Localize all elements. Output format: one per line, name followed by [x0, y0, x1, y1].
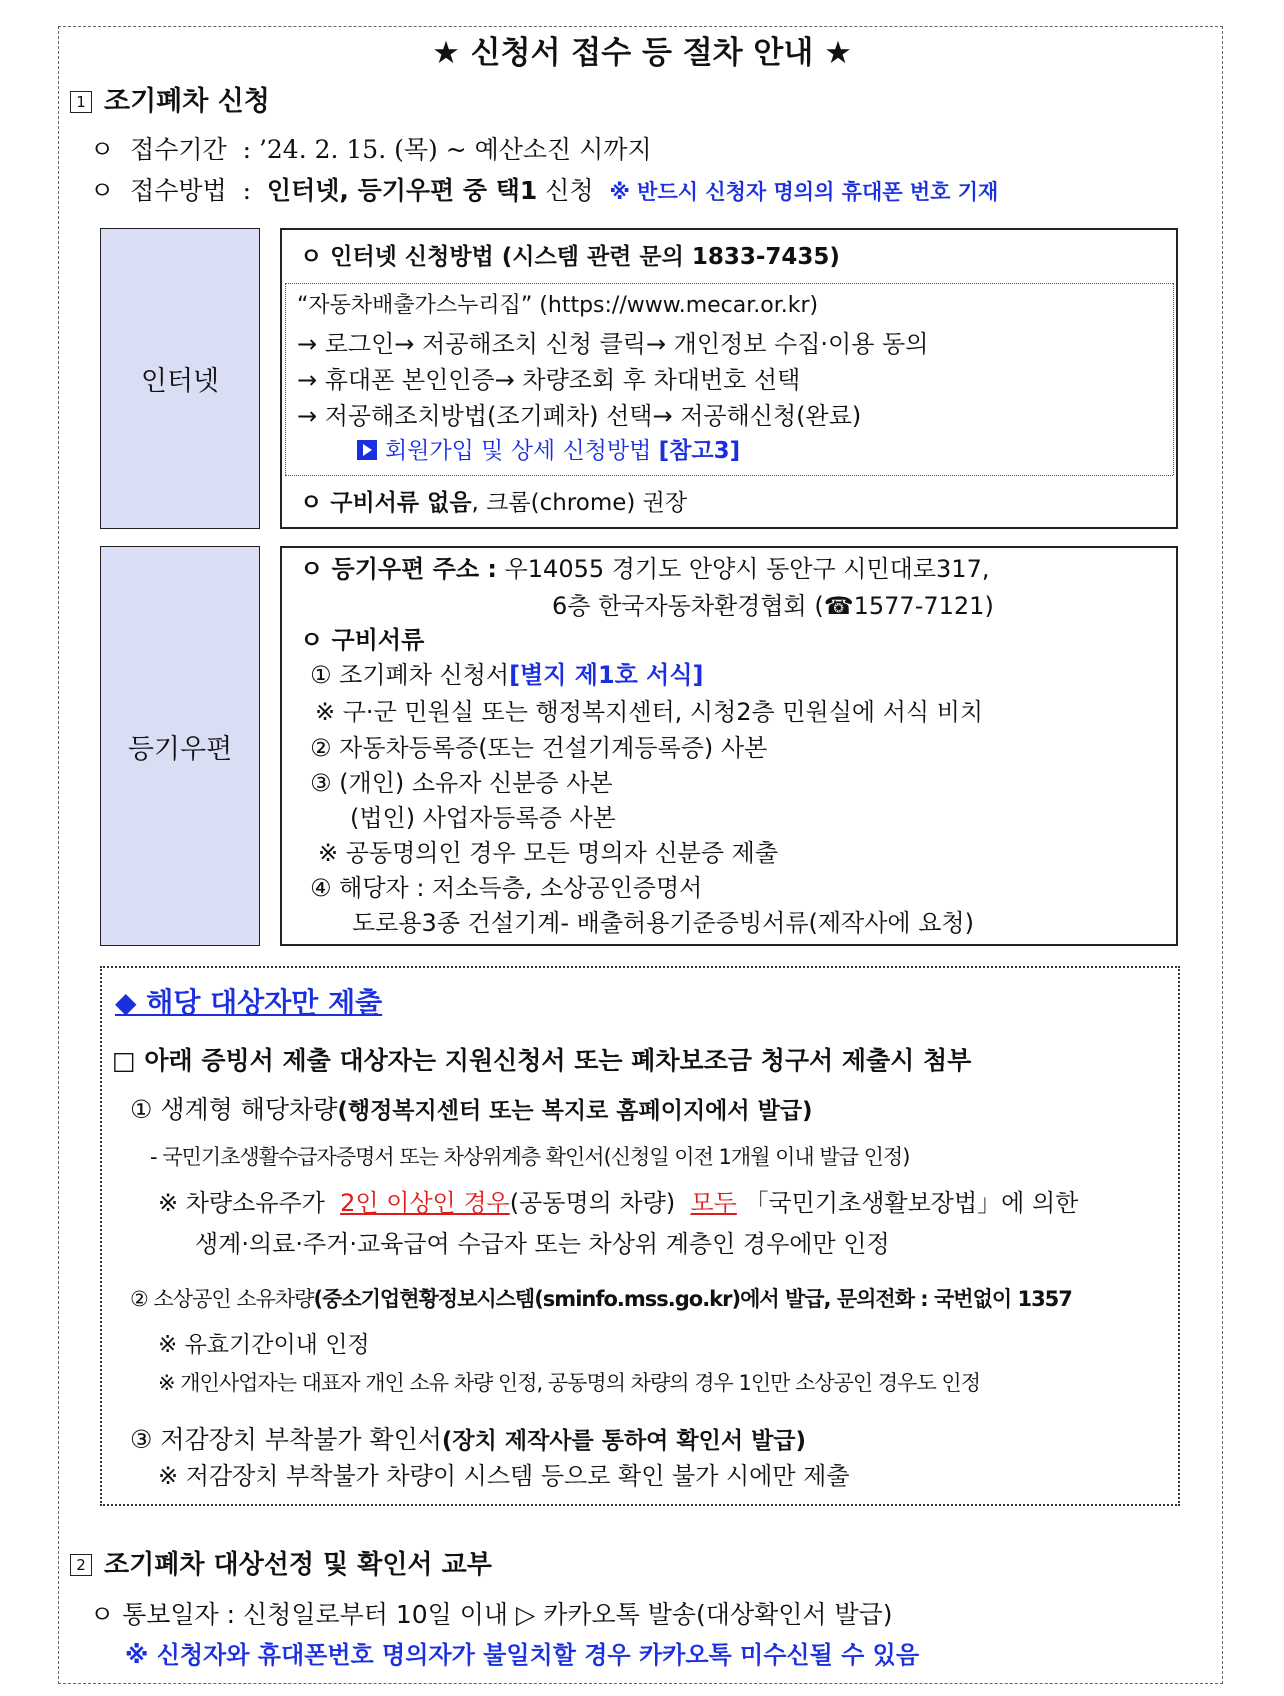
- section2-notice: ㅇ 통보일자 : 신청일로부터 10일 이내 ▷ 카카오톡 발송(대상확인서 발급): [90, 1600, 893, 1629]
- mail-doc1-row: [310, 663, 704, 687]
- target-item2: ② 소상공인 소유차량: [130, 1287, 314, 1311]
- method-value: 인터넷, 등기우편 중 택1: [266, 176, 538, 205]
- mail-address-line2: 6층 한국자동차환경협회 (☎1577-7121): [552, 592, 994, 620]
- mail-doc3-note: ※ 공동명의인 경우 모든 명의자 신분증 제출: [318, 839, 779, 867]
- internet-docs-rest: , 크롬(chrome) 권장: [471, 490, 688, 516]
- internet-divider-bottom: [285, 475, 1173, 476]
- internet-docs-bold: ㅇ 구비서류 없음: [300, 490, 472, 516]
- target-heading: ◆ 해당 대상자만 제출: [115, 986, 383, 1019]
- mail-address-row: [300, 557, 989, 581]
- mail-doc4b: 도로용3종 건설기계- 배출허용기준증빙서류(제작사에 요청): [352, 909, 974, 937]
- internet-docs-row: [300, 492, 687, 515]
- mail-doc3a: ③ (개인) 소유자 신분증 사본: [310, 769, 613, 797]
- internet-step-1: “자동차배출가스누리집” (https://www.mecar.or.kr): [297, 293, 819, 318]
- target-item3-row: [130, 1427, 806, 1453]
- target-item2-row: [130, 1289, 1072, 1310]
- target-item3-bold: (장치 제작사를 통하여 확인서 발급): [441, 1428, 807, 1454]
- circle-bullet-icon: ㅇ: [90, 135, 115, 164]
- method-tail: 신청: [545, 176, 594, 205]
- target-item1: ① 생계형 해당차량: [130, 1095, 338, 1124]
- method-colon: :: [242, 176, 252, 205]
- internet-divider-side-left: [285, 283, 286, 475]
- internet-step-4: → 저공해조치방법(조기폐차) 선택→ 저공해신청(완료): [297, 402, 862, 430]
- method-label: 접수방법: [130, 176, 227, 205]
- mail-doc1: ① 조기폐차 신청서: [310, 661, 510, 689]
- target-intro: □ 아래 증빙서 제출 대상자는 지원신청서 또는 폐차보조금 청구서 제출시 첨부: [112, 1046, 972, 1075]
- target-item3-note: ※ 저감장치 부착불가 차량이 시스템 등으로 확인 불가 시에만 제출: [158, 1462, 850, 1490]
- target-item2-note2: ※ 개인사업자는 대표자 개인 소유 차량 인정, 공동명의 차량의 경우 1인만 소상공인 경우도 인정: [158, 1371, 980, 1395]
- mail-doc1-note: ※ 구·군 민원실 또는 행정복지센터, 시청2층 민원실에 서식 비치: [315, 698, 984, 726]
- period-row: [90, 137, 652, 162]
- target-item1-note-b: (공동명의 차량): [509, 1189, 676, 1217]
- target-item3: ③ 저감장치 부착불가 확인서: [130, 1425, 442, 1454]
- internet-step-3: → 휴대폰 본인인증→ 차량조회 후 차대번호 선택: [297, 366, 801, 394]
- section2-title: 조기폐차 대상선정 및 확인서 교부: [104, 1550, 492, 1580]
- mail-side-label: 등기우편: [100, 546, 260, 946]
- method-note: ※ 반드시 신청자 명의의 휴대폰 번호 기재: [609, 180, 999, 204]
- section1-header: [70, 88, 270, 115]
- target-item1-note-red1: 2인 이상인 경우: [340, 1189, 510, 1217]
- target-item1-sub: - 국민기초생활수급자증명서 또는 차상위계층 확인서(신청일 이전 1개월 이내 발급 인정): [150, 1145, 910, 1169]
- target-item1-note-c: 「국민기초생활보장법」에 의한: [744, 1189, 1079, 1217]
- period-value: : ’24. 2. 15. (목) ~ 예산소진 시까지: [242, 135, 652, 164]
- target-item1-row: [130, 1097, 813, 1123]
- internet-step-2: → 로그인→ 저공해조치 신청 클릭→ 개인정보 수집·이용 동의: [297, 330, 929, 358]
- target-item1-note-row: [158, 1191, 1078, 1215]
- section1-title: 조기폐차 신청: [104, 86, 270, 117]
- internet-link-row: [357, 440, 740, 463]
- circle-bullet-icon: ㅇ: [90, 176, 115, 205]
- mail-doc3b: (법인) 사업자등록증 사본: [350, 804, 616, 832]
- signup-guide-link[interactable]: 회원가입 및 상세 신청방법: [385, 438, 652, 464]
- method-row: [90, 178, 998, 203]
- target-item1-note-red2: 모두: [690, 1189, 737, 1217]
- section2-number: 2: [70, 1554, 92, 1576]
- internet-divider-top: [285, 283, 1173, 284]
- target-item1-bold: (행정복지센터 또는 복지로 홈페이지에서 발급): [337, 1098, 813, 1124]
- period-label: 접수기간: [130, 135, 227, 164]
- section2-warning: ※ 신청자와 휴대폰번호 명의자가 불일치할 경우 카카오톡 미수신될 수 있음: [125, 1641, 920, 1669]
- target-item2-note1: ※ 유효기간이내 인정: [158, 1332, 370, 1358]
- internet-divider-side-right: [1173, 283, 1174, 475]
- target-item1-note-line2: 생계·의료·주거·교육급여 수급자 또는 차상위 계층인 경우에만 인정: [195, 1230, 890, 1258]
- reference-3-link[interactable]: [참고3]: [658, 438, 741, 464]
- internet-header: ㅇ 인터넷 신청방법 (시스템 관련 문의 1833-7435): [300, 244, 840, 270]
- mail-address-label: ㅇ 등기우편 주소 :: [300, 555, 497, 583]
- mail-address-line1: 우14055 경기도 안양시 동안구 시민대로317,: [504, 555, 990, 583]
- section1-number: 1: [70, 91, 92, 113]
- target-item1-note-a: ※ 차량소유주가: [158, 1189, 325, 1217]
- mail-docs-title: ㅇ 구비서류: [300, 626, 425, 654]
- page-title: ★ 신청서 접수 등 절차 안내 ★: [432, 35, 852, 71]
- mail-doc2: ② 자동차등록증(또는 건설기계등록증) 사본: [310, 734, 768, 762]
- arrow-right-box-icon: [357, 440, 377, 460]
- internet-side-label: 인터넷: [100, 228, 260, 529]
- mail-doc4a: ④ 해당자 : 저소득층, 소상공인증명서: [310, 874, 703, 902]
- target-item2-bold: (중소기업현황정보시스템(sminfo.mss.go.kr)에서 발급, 문의전화 : 국번없이 1357: [313, 1287, 1072, 1311]
- mail-doc1-ref: [별지 제1호 서식]: [509, 661, 704, 689]
- section2-header: [70, 1552, 492, 1578]
